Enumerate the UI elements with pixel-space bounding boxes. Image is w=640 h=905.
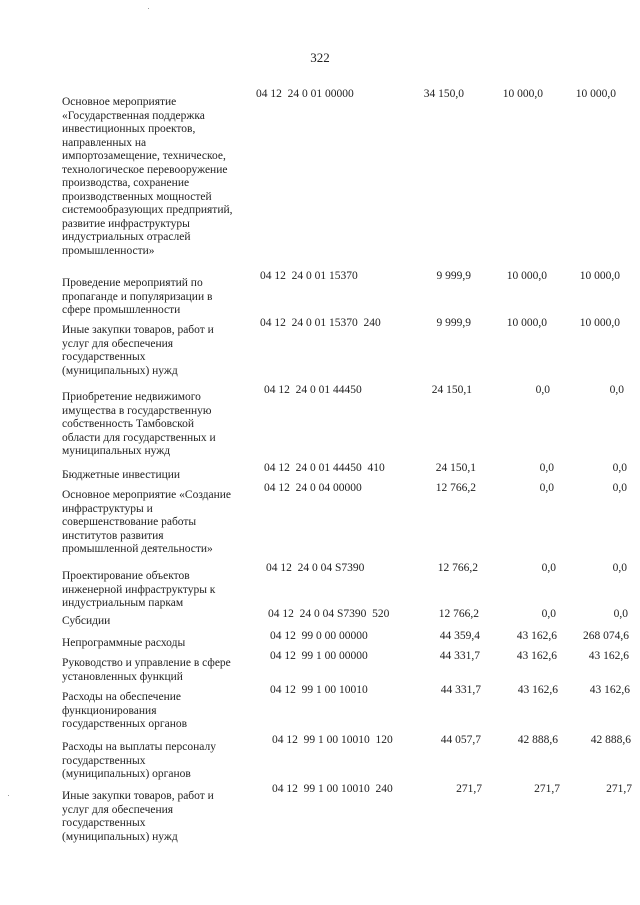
row-name: Расходы на выплаты персоналу государственных (муниципальных) органов xyxy=(62,741,216,780)
row-amount-2: 0,0 xyxy=(535,384,550,396)
row-name: Руководство и управление в сфере установленных функций xyxy=(62,657,231,683)
row-amount-3: 10 000,0 xyxy=(575,88,616,100)
row-amount-1: 24 150,1 xyxy=(431,384,472,396)
row-name: Иные закупки товаров, работ и услуг для обеспечения государственных (муниципальных) нужд xyxy=(62,790,214,843)
row-amount-2: 43 162,6 xyxy=(516,630,557,642)
row-amount-1: 12 766,2 xyxy=(438,608,479,620)
row-budget-code: 04 12 24 0 04 S7390 520 xyxy=(268,608,390,620)
row-amount-3: 0,0 xyxy=(612,462,627,474)
scan-speck xyxy=(8,795,9,796)
row-name: Основное мероприятие «Создание инфраструктуры и совершенствование работы институтов развития промышленной деятельности» xyxy=(62,489,232,555)
row-amount-1: 34 150,0 xyxy=(423,88,464,100)
row-amount-3: 0,0 xyxy=(612,562,627,574)
row-budget-code: 04 12 99 1 00 00000 xyxy=(270,650,368,662)
row-amount-1: 12 766,2 xyxy=(435,482,476,494)
row-amount-3: 43 162,6 xyxy=(588,650,629,662)
row-name: Субсидии xyxy=(62,615,111,627)
row-name: Бюджетные инвестиции xyxy=(62,469,181,481)
row-name: Расходы на обеспечение функционирования государственных органов xyxy=(62,691,188,730)
row-budget-code: 04 12 99 1 00 10010 120 xyxy=(272,734,393,746)
row-budget-code: 04 12 24 0 01 44450 xyxy=(264,384,362,396)
row-name: Непрограммные расходы xyxy=(62,637,186,649)
row-amount-1: 44 359,4 xyxy=(439,630,480,642)
row-amount-1: 44 331,7 xyxy=(439,650,480,662)
row-amount-2: 10 000,0 xyxy=(506,317,547,329)
row-name: Приобретение недвижимого имущества в государственную собственность Тамбовской области для государственных и муниципальных нужд xyxy=(62,391,216,457)
row-name: Иные закупки товаров, работ и услуг для обеспечения государственных (муниципальных) нужд xyxy=(62,324,214,377)
row-budget-code: 04 12 24 0 01 15370 240 xyxy=(260,317,381,329)
row-budget-code: 04 12 99 0 00 00000 xyxy=(270,630,368,642)
row-amount-3: 0,0 xyxy=(609,384,624,396)
row-budget-code: 04 12 24 0 04 S7390 xyxy=(266,562,365,574)
row-amount-1: 271,7 xyxy=(456,783,482,795)
row-amount-3: 43 162,6 xyxy=(589,684,630,696)
row-amount-2: 43 162,6 xyxy=(516,650,557,662)
row-amount-2: 0,0 xyxy=(539,482,554,494)
row-amount-3: 42 888,6 xyxy=(590,734,631,746)
row-amount-1: 9 999,9 xyxy=(436,317,471,329)
row-amount-2: 43 162,6 xyxy=(517,684,558,696)
row-amount-1: 44 057,7 xyxy=(440,734,481,746)
row-amount-2: 0,0 xyxy=(541,562,556,574)
row-budget-code: 04 12 24 0 04 00000 xyxy=(264,482,362,494)
row-budget-code: 04 12 24 0 01 15370 xyxy=(260,270,358,282)
row-amount-2: 10 000,0 xyxy=(502,88,543,100)
row-name: Основное мероприятие «Государственная поддержка инвестиционных проектов, направленных на импортозамещение, техническое, технологическое перевооружение производства, сохранение производственных мощностей системообразующих предприятий, развитие инфраструктуры индустриальных отраслей промышленности» xyxy=(62,96,233,257)
row-amount-2: 42 888,6 xyxy=(517,734,558,746)
scan-speck xyxy=(148,8,149,9)
row-name: Проведение мероприятий по пропаганде и популяризации в сфере промышленности xyxy=(62,277,213,316)
row-amount-3: 0,0 xyxy=(612,482,627,494)
page-number: 322 xyxy=(310,50,330,65)
row-amount-2: 271,7 xyxy=(534,783,560,795)
row-amount-1: 44 331,7 xyxy=(440,684,481,696)
row-amount-1: 24 150,1 xyxy=(435,462,476,474)
row-name: Проектирование объектов инженерной инфраструктуры к индустриальным паркам xyxy=(62,570,216,609)
row-budget-code: 04 12 24 0 01 44450 410 xyxy=(264,462,385,474)
row-amount-3: 10 000,0 xyxy=(579,317,620,329)
row-budget-code: 04 12 24 0 01 00000 xyxy=(256,88,354,100)
row-amount-2: 10 000,0 xyxy=(506,270,547,282)
row-amount-2: 0,0 xyxy=(539,462,554,474)
row-amount-1: 12 766,2 xyxy=(437,562,478,574)
row-amount-3: 268 074,6 xyxy=(583,630,629,642)
row-budget-code: 04 12 99 1 00 10010 xyxy=(270,684,368,696)
row-amount-3: 271,7 xyxy=(606,783,632,795)
row-amount-3: 10 000,0 xyxy=(579,270,620,282)
row-amount-2: 0,0 xyxy=(541,608,556,620)
row-amount-3: 0,0 xyxy=(613,608,628,620)
row-amount-1: 9 999,9 xyxy=(436,270,471,282)
row-budget-code: 04 12 99 1 00 10010 240 xyxy=(272,783,393,795)
